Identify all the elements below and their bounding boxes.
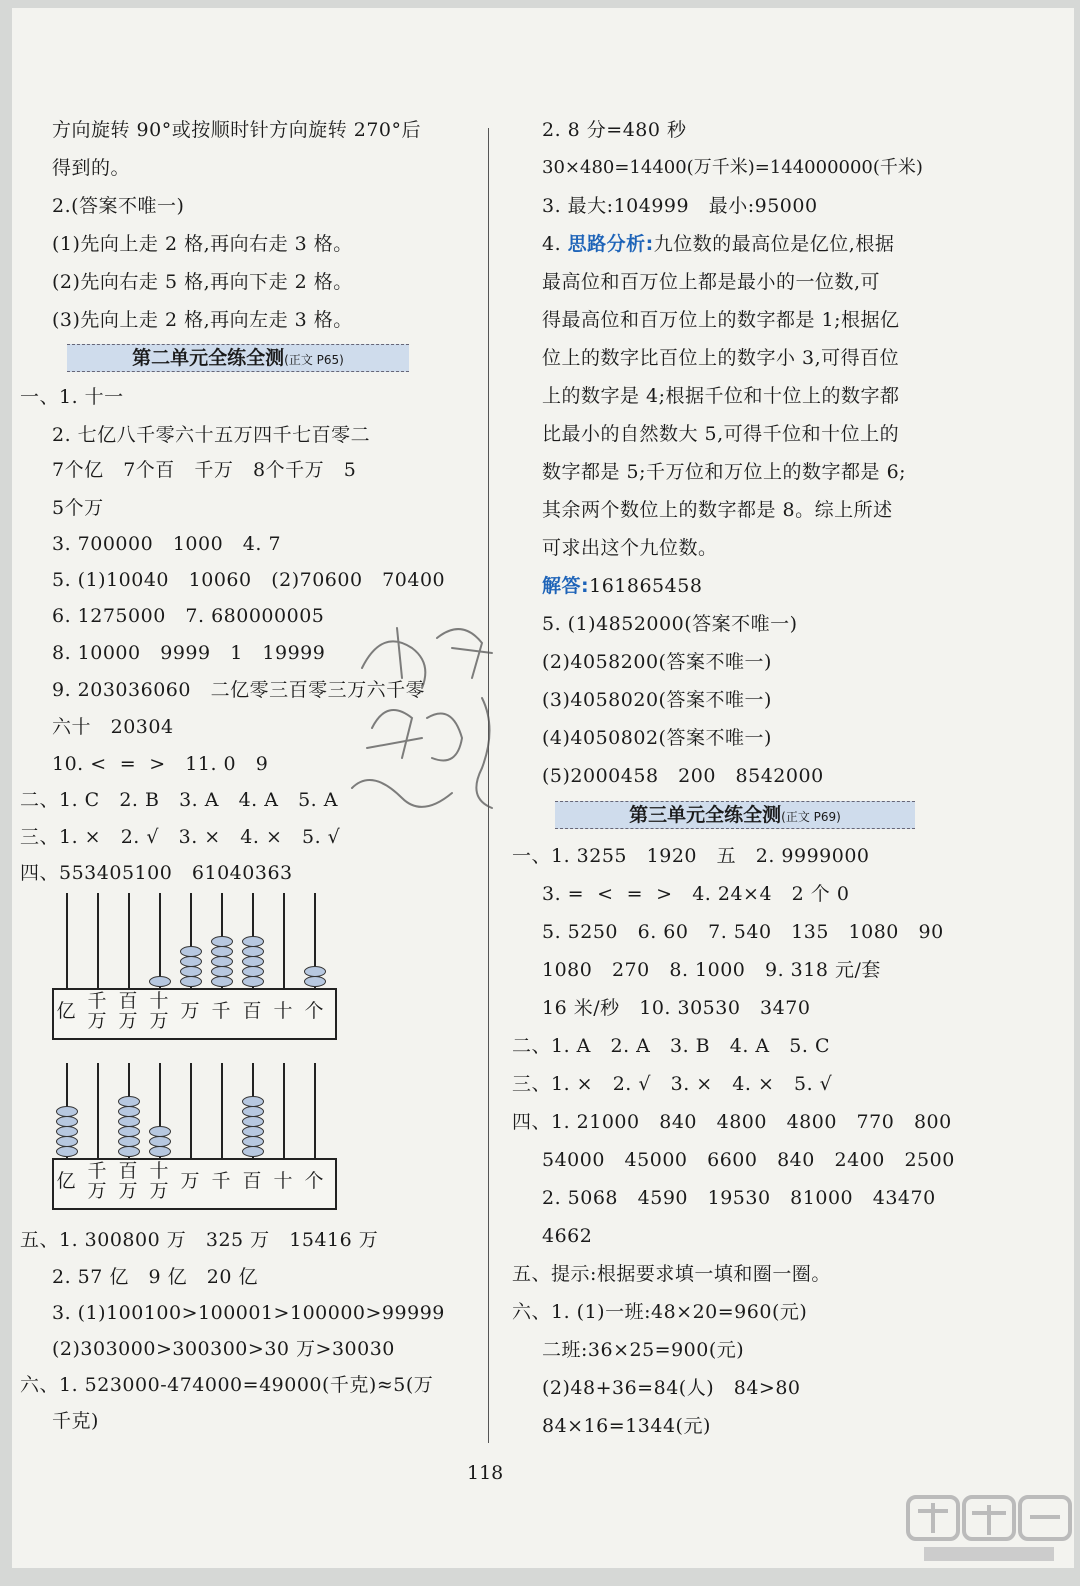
text-line: 5. (1)10040 10060 (2)70600 70400	[52, 569, 446, 591]
abacus-bead	[118, 1106, 140, 1117]
abacus-bead	[211, 956, 233, 967]
text-line: 10. < = > 11. 0 9	[52, 753, 269, 775]
abacus-place-label: 百	[242, 1000, 262, 1022]
text-line: 方向旋转 90°或按顺时针方向旋转 270°后	[52, 119, 422, 141]
abacus-place-label: 千	[211, 1170, 231, 1192]
abacus-bead	[149, 1136, 171, 1147]
abacus-place-label: 亿	[56, 1000, 76, 1022]
answer-line: 解答:161865458	[542, 575, 703, 597]
abacus-bead	[118, 1146, 140, 1157]
abacus-bead	[304, 966, 326, 977]
abacus-bead	[242, 1146, 264, 1157]
abacus-rod	[97, 1063, 99, 1158]
text-line: 3. 最大:104999 最小:95000	[542, 195, 818, 217]
text-line: 四、553405100 61040363	[20, 862, 293, 884]
section-header-unit3	[555, 801, 915, 831]
text-line: 5. (1)4852000(答案不唯一)	[542, 613, 798, 635]
text-line: 3. = < = > 4. 24×4 2 个 0	[542, 883, 850, 905]
abacus-bead	[242, 976, 264, 987]
text-line: 2. 8 分=480 秒	[542, 119, 687, 141]
abacus-bead	[56, 1106, 78, 1117]
watermark-logo	[904, 1493, 1074, 1568]
abacus-bead	[149, 1126, 171, 1137]
text-line: 六、1. 523000-474000=49000(千克)≈5(万	[20, 1374, 434, 1396]
abacus-place-label: 千	[211, 1000, 231, 1022]
abacus-diagram-1	[52, 893, 332, 1038]
answer-label: 解答:	[542, 575, 590, 597]
text-line: 可求出这个九位数。	[542, 537, 718, 559]
text-line: 三、1. × 2. √ 3. × 4. × 5. √	[512, 1073, 833, 1095]
abacus-bead	[211, 936, 233, 947]
abacus-rod	[159, 893, 161, 988]
abacus-rod	[128, 893, 130, 988]
analysis-label: 思路分析:	[567, 233, 654, 255]
abacus-bead	[118, 1116, 140, 1127]
abacus-bead	[149, 1146, 171, 1157]
abacus-bead	[118, 1096, 140, 1107]
abacus-bead	[242, 1116, 264, 1127]
abacus-bead	[118, 1126, 140, 1137]
abacus-bead	[211, 946, 233, 957]
text-line: (1)先向上走 2 格,再向右走 3 格。	[52, 233, 353, 255]
text-line: 五、1. 300800 万 325 万 15416 万	[20, 1229, 379, 1251]
section-header-unit2	[67, 344, 409, 374]
abacus-bead	[242, 1136, 264, 1147]
text-line: 54000 45000 6600 840 2400 2500	[542, 1149, 955, 1171]
text-line: 二、1. C 2. B 3. A 4. A 5. A	[20, 789, 338, 811]
section-ref: (正文 P65)	[284, 353, 344, 367]
abacus-place-label: 亿	[56, 1170, 76, 1192]
text-line: 最高位和百万位上都是最小的一位数,可	[542, 271, 881, 293]
text-line: 三、1. × 2. √ 3. × 4. × 5. √	[20, 826, 341, 848]
abacus-rod	[283, 1063, 285, 1158]
text-line: 3. 700000 1000 4. 7	[52, 533, 282, 555]
text-line: 6. 1275000 7. 680000005	[52, 605, 325, 627]
text-line: 千克)	[52, 1410, 99, 1432]
text-line: (2)48+36=84(人) 84>80	[542, 1377, 801, 1399]
abacus-bead	[242, 966, 264, 977]
text-line: 一、1. 十一	[20, 386, 124, 408]
text-line: (3)4058020(答案不唯一)	[542, 689, 772, 711]
abacus-bead	[304, 976, 326, 987]
abacus-bead	[56, 1126, 78, 1137]
abacus-place-label: 个	[304, 1000, 324, 1022]
text-line: 5. 5250 6. 60 7. 540 135 1080 90	[542, 921, 944, 943]
abacus-bead	[242, 956, 264, 967]
text-line: 2.(答案不唯一)	[52, 195, 185, 217]
abacus-rod	[283, 893, 285, 988]
section-ref: (正文 P69)	[781, 810, 841, 824]
abacus-bead	[211, 966, 233, 977]
text-line: (5)2000458 200 8542000	[542, 765, 824, 787]
abacus-bead	[242, 1126, 264, 1137]
text-line: 1080 270 8. 1000 9. 318 元/套	[542, 959, 881, 981]
text-line: 得最高位和百万位上的数字都是 1;根据亿	[542, 309, 900, 331]
abacus-bead	[118, 1136, 140, 1147]
text-line: 其余两个数位上的数字都是 8。综上所述	[542, 499, 893, 521]
abacus-bead	[180, 946, 202, 957]
abacus-place-label: 百	[242, 1170, 262, 1192]
abacus-rod	[97, 893, 99, 988]
text-line: 30×480=14400(万千米)=144000000(千米)	[542, 157, 923, 178]
abacus-place-label: 万	[180, 1170, 200, 1192]
text-line: 得到的。	[52, 157, 131, 179]
abacus-bead	[180, 976, 202, 987]
text-line: 二、1. A 2. A 3. B 4. A 5. C	[512, 1035, 830, 1057]
text-line: 2. 七亿八千零六十五万四千七百零二	[52, 424, 371, 446]
abacus-bead	[180, 966, 202, 977]
section-title: 第二单元全练全测	[132, 347, 285, 369]
abacus-place-label: 百 万	[118, 990, 138, 1032]
text-line: 五、提示:根据要求填一填和圈一圈。	[512, 1263, 831, 1285]
text-line: 二班:36×25=900(元)	[542, 1339, 745, 1361]
abacus-bead	[242, 936, 264, 947]
text-line: 一、1. 3255 1920 五 2. 9999000	[512, 845, 870, 867]
abacus-place-label: 个	[304, 1170, 324, 1192]
abacus-bead	[149, 976, 171, 987]
text-line: (4)4050802(答案不唯一)	[542, 727, 772, 749]
abacus-place-label: 十 万	[149, 990, 169, 1032]
text-line: 5个万	[52, 497, 104, 519]
text-line: 8. 10000 9999 1 19999	[52, 642, 326, 664]
text-line: 2. 5068 4590 19530 81000 43470	[542, 1187, 936, 1209]
text-line: (2)先向右走 5 格,再向下走 2 格。	[52, 271, 353, 293]
text-line: 比最小的自然数大 5,可得千位和十位上的	[542, 423, 900, 445]
abacus-bead	[211, 976, 233, 987]
abacus-bead	[242, 946, 264, 957]
abacus-place-label: 万	[180, 1000, 200, 1022]
section-title: 第三单元全练全测	[629, 804, 782, 826]
text-line: 16 米/秒 10. 30530 3470	[542, 997, 811, 1019]
abacus-rod	[190, 1063, 192, 1158]
abacus-rod	[221, 1063, 223, 1158]
text-line: (3)先向上走 2 格,再向左走 3 格。	[52, 309, 353, 331]
text-line: (2)303000>300300>30 万>30030	[52, 1338, 395, 1360]
text-line: 六、1. (1)一班:48×20=960(元)	[512, 1301, 808, 1323]
abacus-bead	[56, 1136, 78, 1147]
text-line: 位上的数字比百位上的数字小 3,可得百位	[542, 347, 900, 369]
abacus-place-label: 千 万	[87, 990, 107, 1032]
abacus-place-label: 千 万	[87, 1160, 107, 1202]
abacus-diagram-2	[52, 1063, 332, 1213]
abacus-rod	[66, 893, 68, 988]
text-line: 7个亿 7个百 千万 8个千万 5	[52, 459, 357, 481]
abacus-place-label: 百 万	[118, 1160, 138, 1202]
text-line: 2. 57 亿 9 亿 20 亿	[52, 1266, 258, 1288]
answer-page	[12, 8, 1074, 1568]
abacus-bead	[242, 1096, 264, 1107]
text-line: 84×16=1344(元)	[542, 1415, 711, 1437]
abacus-bead	[242, 1106, 264, 1117]
abacus-bead	[180, 956, 202, 967]
text-line: 四、1. 21000 840 4800 4800 770 800	[512, 1111, 952, 1133]
text-line: 3. (1)100100>100001>100000>99999	[52, 1302, 445, 1324]
abacus-bead	[56, 1146, 78, 1157]
text-line: 数字都是 5;千万位和万位上的数字都是 6;	[542, 461, 907, 483]
analysis-line: 4. 思路分析:九位数的最高位是亿位,根据	[542, 233, 895, 255]
abacus-place-label: 十	[273, 1170, 293, 1192]
text-line: 上的数字是 4;根据千位和十位上的数字都	[542, 385, 900, 407]
text-line: 六十 20304	[52, 716, 174, 738]
handwritten-stamp	[342, 608, 512, 838]
text-line: 9. 203036060 二亿零三百零三万六千零	[52, 679, 426, 701]
abacus-place-label: 十	[273, 1000, 293, 1022]
page-number: 118	[467, 1462, 504, 1484]
text-line: 4662	[542, 1225, 593, 1247]
abacus-place-label: 十 万	[149, 1160, 169, 1202]
abacus-bead	[56, 1116, 78, 1127]
text-line: (2)4058200(答案不唯一)	[542, 651, 772, 673]
abacus-rod	[314, 1063, 316, 1158]
